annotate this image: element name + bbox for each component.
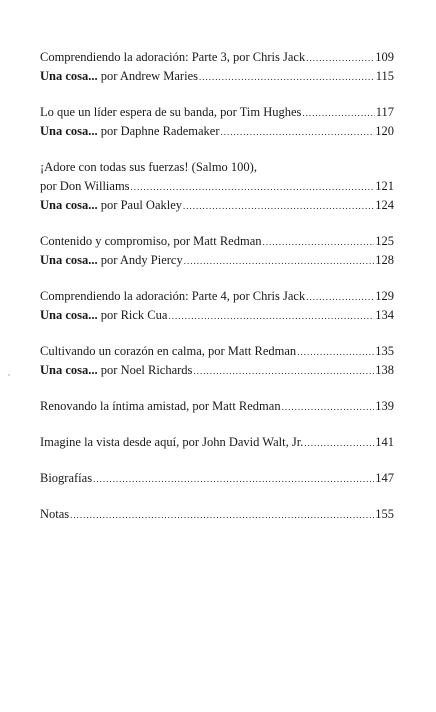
page-number: 155 [375, 507, 394, 521]
entry-title: Lo que un líder espera de su banda, por Tim Hughes [40, 105, 302, 119]
toc-entry [40, 48, 394, 67]
toc-entry [40, 505, 394, 524]
page-number: 115 [375, 69, 394, 83]
page-number: 139 [375, 399, 394, 413]
entry-title: ¡Adore con todas sus fuerzas! (Salmo 100), [40, 160, 257, 174]
toc-group-corazon-en-calma [40, 342, 394, 380]
toc-entry [40, 177, 394, 196]
una-cosa-prefix: Una cosa... [40, 124, 98, 138]
page-number: 128 [375, 253, 394, 267]
entry-author: por Andy Piercy [97, 253, 183, 267]
entry-title: Notas [40, 507, 70, 521]
page-number: 109 [375, 50, 394, 64]
dot-leader [199, 68, 375, 87]
page-number: 120 [375, 124, 394, 138]
toc-entry [40, 251, 394, 270]
dot-leader [131, 178, 375, 197]
dot-leader [183, 197, 374, 216]
toc-entry [40, 469, 394, 488]
toc-entry [40, 196, 394, 215]
entry-title: por Don Williams [40, 179, 130, 193]
una-cosa-prefix: Una cosa... [40, 363, 98, 377]
toc-entry [40, 158, 394, 177]
page-number: 125 [375, 234, 394, 248]
entry-title: Comprendiendo la adoración: Parte 4, por Chris Jack [40, 289, 306, 303]
entry-author: por Paul Oakley [97, 198, 183, 212]
page-number: 134 [375, 308, 394, 322]
toc-group-notas [40, 505, 394, 524]
toc-entry [40, 103, 394, 122]
dot-leader [304, 434, 374, 453]
toc-group-biografias [40, 469, 394, 488]
entry-title [40, 67, 198, 86]
toc-entry [40, 433, 394, 452]
toc-group-don-williams [40, 158, 394, 215]
entry-title: Imagine la vista desde aquí, por John David Walt, Jr. [40, 435, 304, 449]
paper-speck [8, 374, 10, 376]
toc-entry [40, 397, 394, 416]
toc-entry [40, 232, 394, 251]
entry-title [40, 122, 219, 141]
toc-entry [40, 287, 394, 306]
table-of-contents [40, 48, 394, 524]
una-cosa-prefix: Una cosa... [40, 308, 98, 322]
toc-entry [40, 361, 394, 380]
dot-leader [297, 343, 374, 362]
dot-leader [306, 288, 374, 307]
toc-entry [40, 122, 394, 141]
dot-leader [93, 470, 374, 489]
page-number: 129 [375, 289, 394, 303]
toc-entry [40, 67, 394, 86]
dot-leader [302, 104, 374, 123]
entry-author: por Andrew Maries [97, 69, 198, 83]
una-cosa-prefix: Una cosa... [40, 198, 98, 212]
toc-group-intima-amistad [40, 397, 394, 416]
page-number: 121 [375, 179, 394, 193]
dot-leader [220, 123, 374, 142]
entry-title [40, 196, 182, 215]
toc-entry [40, 306, 394, 325]
entry-title: Contenido y compromiso, por Matt Redman [40, 234, 262, 248]
dot-leader [184, 252, 375, 271]
page-number: 147 [375, 471, 394, 485]
toc-group-chris-jack-parte-4 [40, 287, 394, 325]
entry-title: Renovando la íntima amistad, por Matt Redman [40, 399, 281, 413]
entry-title: Biografías [40, 471, 93, 485]
entry-title: Comprendiendo la adoración: Parte 3, por Chris Jack [40, 50, 306, 64]
page-number: 141 [375, 435, 394, 449]
toc-group-contenido-compromiso [40, 232, 394, 270]
una-cosa-prefix: Una cosa... [40, 69, 98, 83]
page-number: 135 [375, 344, 394, 358]
dot-leader [263, 233, 375, 252]
entry-author: por Noel Richards [97, 363, 193, 377]
dot-leader [168, 307, 374, 326]
entry-title: Cultivando un corazón en calma, por Matt Redman [40, 344, 297, 358]
entry-title [40, 251, 183, 270]
toc-entry [40, 342, 394, 361]
page-number: 117 [375, 105, 394, 119]
entry-author: por Daphne Rademaker [97, 124, 220, 138]
page-number: 138 [375, 363, 394, 377]
toc-group-chris-jack-parte-3 [40, 48, 394, 86]
entry-title [40, 361, 192, 380]
page-number: 124 [375, 198, 394, 212]
dot-leader [193, 362, 374, 381]
entry-title [40, 306, 167, 325]
dot-leader [282, 398, 375, 417]
dot-leader [70, 506, 374, 525]
toc-group-imagine-la-vista [40, 433, 394, 452]
una-cosa-prefix: Una cosa... [40, 253, 98, 267]
dot-leader [306, 49, 374, 68]
toc-group-tim-hughes [40, 103, 394, 141]
entry-author: por Rick Cua [97, 308, 168, 322]
